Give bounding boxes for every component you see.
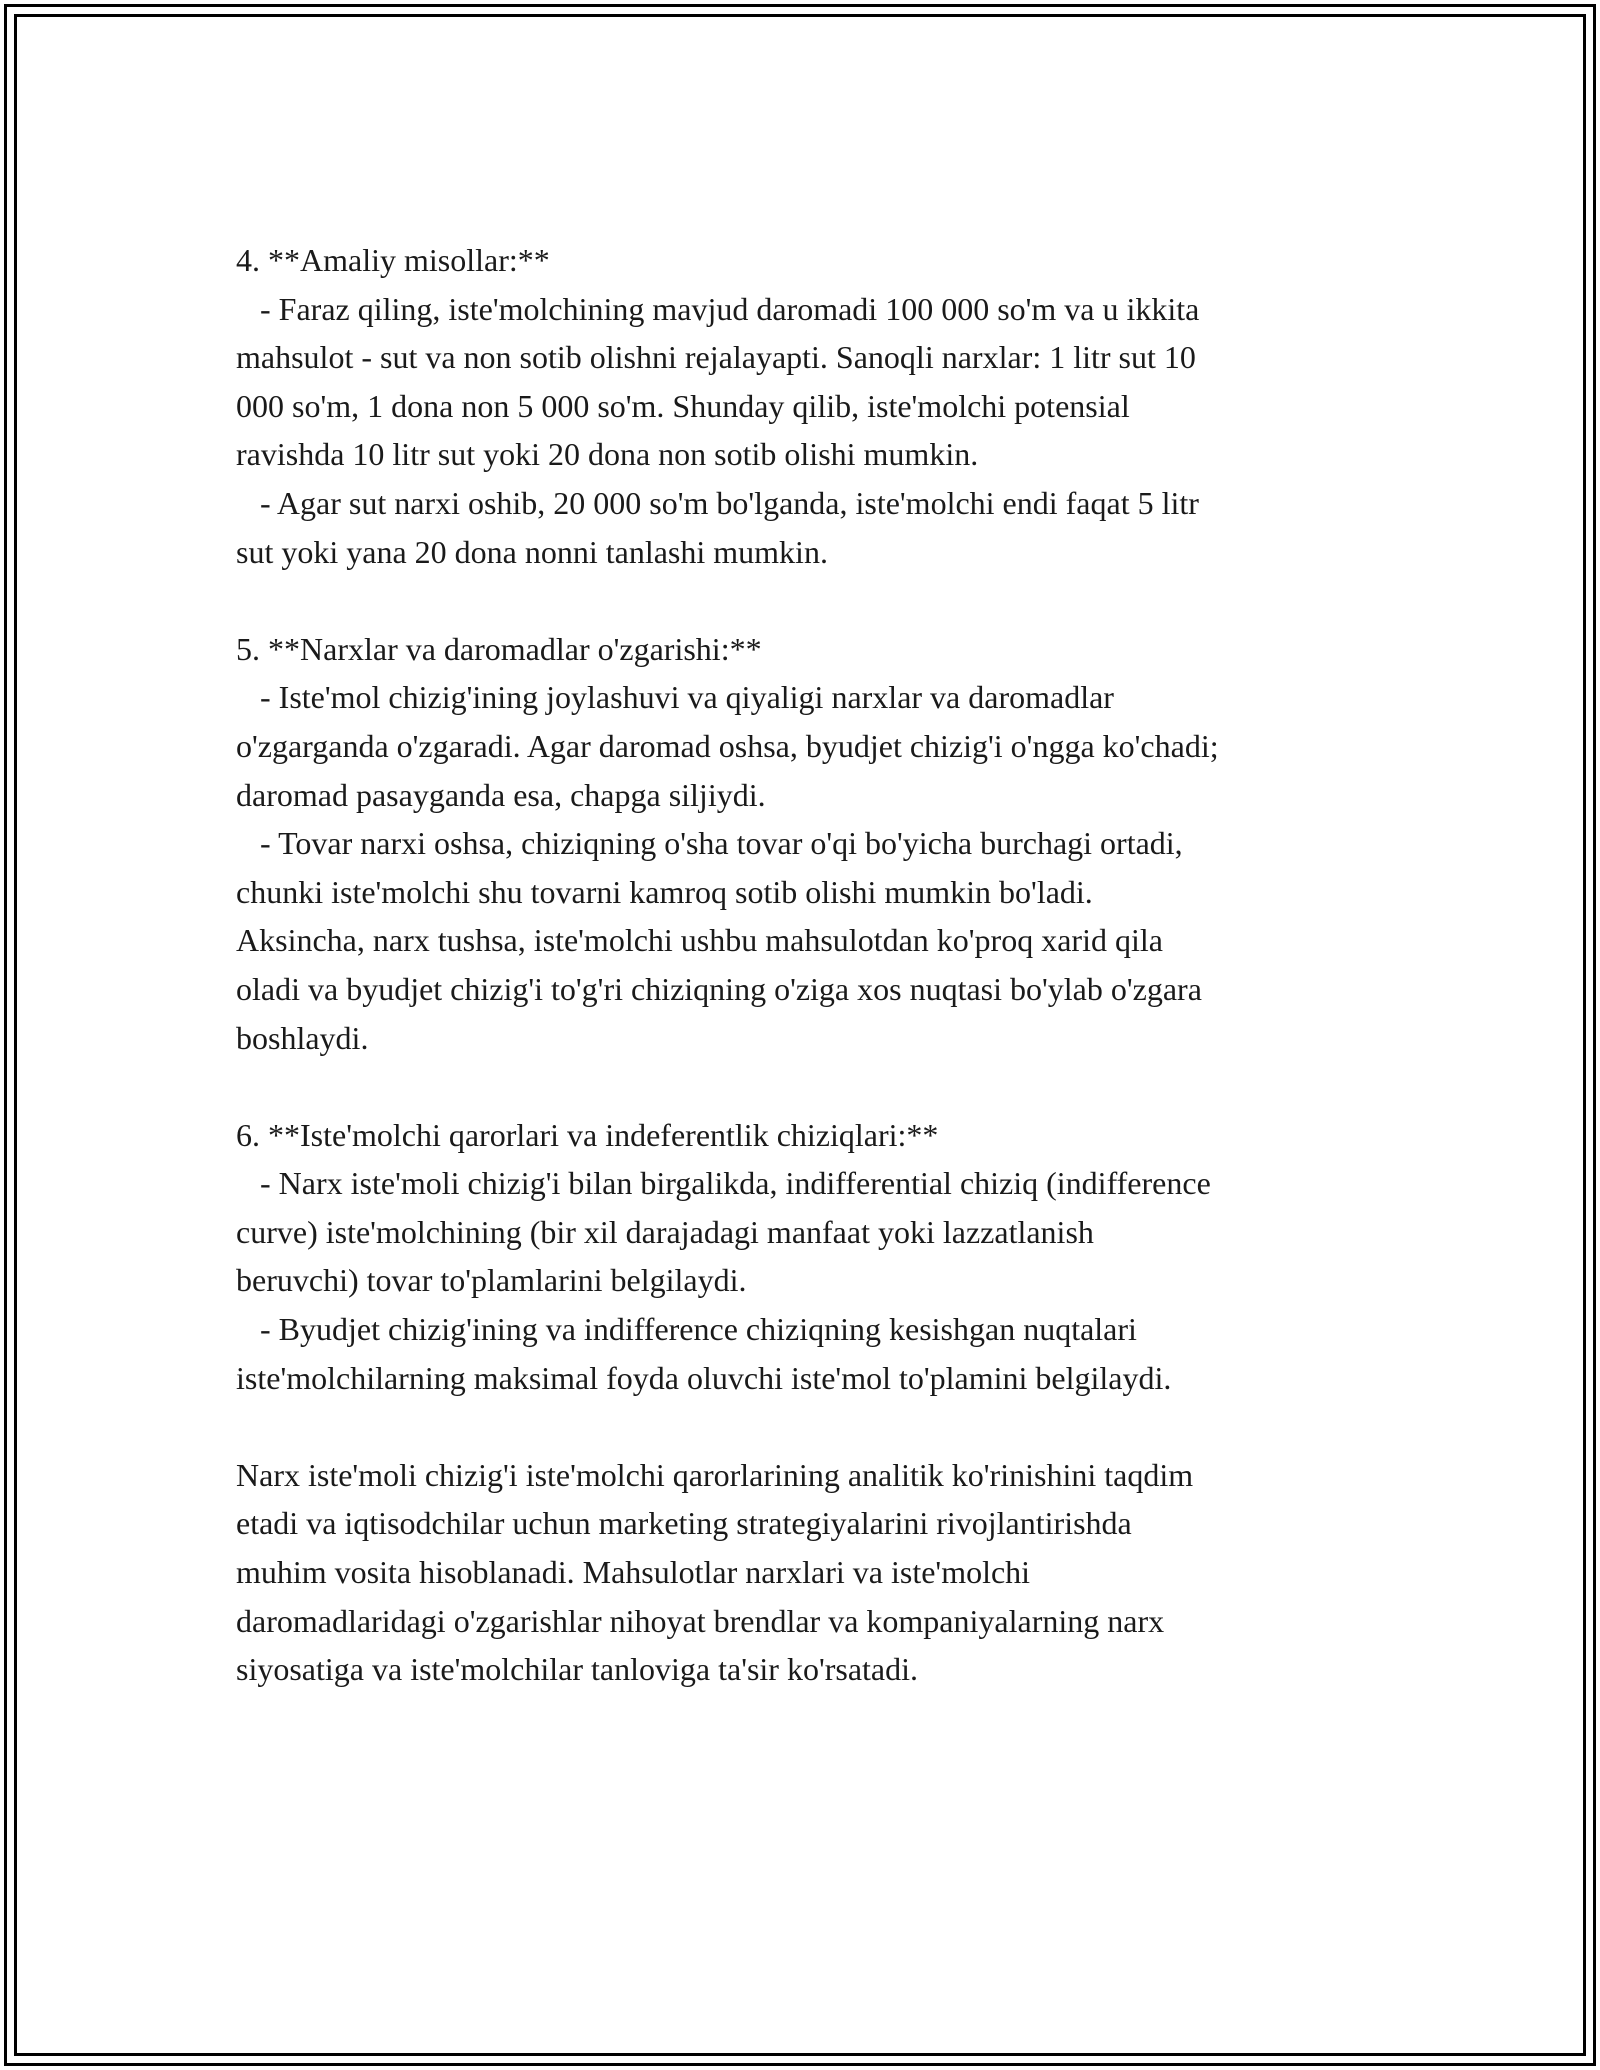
- text-line: 000 so'm, 1 dona non 5 000 so'm. Shunday qilib, iste'molchi potensial: [236, 387, 1130, 424]
- text-line: beruvchi) tovar to'plamlarini belgilaydi.: [236, 1262, 747, 1299]
- text-line: ravishda 10 litr sut yoki 20 dona non sotib olishi mumkin.: [236, 436, 979, 473]
- text-line: o'zgarganda o'zgaradi. Agar daromad oshsa, byudjet chizig'i o'ngga ko'chadi;: [236, 727, 1219, 764]
- text-line: - Narx iste'moli chizig'i bilan birgalikda, indifferential chiziq (indifference: [236, 1165, 1211, 1202]
- text-line: etadi va iqtisodchilar uchun marketing strategiyalarini rivojlantirishda: [236, 1505, 1132, 1542]
- text-line: - Byudjet chizig'ining va indifference chiziqning kesishgan nuqtalari: [236, 1311, 1137, 1348]
- text-line: daromadlaridagi o'zgarishlar nihoyat brendlar va kompaniyalarning narx: [236, 1602, 1165, 1639]
- section-conclusion: [236, 1451, 1386, 1694]
- text-line: daromad pasayganda esa, chapga siljiydi.: [236, 776, 766, 813]
- text-line: mahsulot - sut va non sotib olishni rejalayapti. Sanoqli narxlar: 1 litr sut 10: [236, 339, 1196, 376]
- text-line: - Iste'mol chizig'ining joylashuvi va qiyaligi narxlar va daromadlar: [236, 679, 1114, 716]
- text-line: curve) iste'molchining (bir xil darajadagi manfaat yoki lazzatlanish: [236, 1213, 1094, 1250]
- text-line: muhim vosita hisoblanadi. Mahsulotlar narxlari va iste'molchi: [236, 1554, 1031, 1591]
- paragraph-gap: [236, 576, 1386, 625]
- section-narxlar-daromadlar: [236, 625, 1386, 1062]
- text-line: - Agar sut narxi oshib, 20 000 so'm bo'lganda, iste'molchi endi faqat 5 litr: [236, 484, 1199, 521]
- text-line: siyosatiga va iste'molchilar tanloviga ta'sir ko'rsatadi.: [236, 1651, 919, 1688]
- section-heading: 6. **Iste'molchi qarorlari va indeferentlik chiziqlari:**: [236, 1116, 939, 1153]
- text-line: Aksincha, narx tushsa, iste'molchi ushbu mahsulotdan ko'proq xarid qila: [236, 922, 1163, 959]
- document-body: [236, 236, 1386, 1694]
- text-line: chunki iste'molchi shu tovarni kamroq sotib olishi mumkin bo'ladi.: [236, 873, 1093, 910]
- text-line: oladi va byudjet chizig'i to'g'ri chiziqning o'ziga xos nuqtasi bo'ylab o'zgara: [236, 970, 1202, 1007]
- section-istemolchi-qarorlari: [236, 1111, 1386, 1403]
- paragraph-gap: [236, 1062, 1386, 1111]
- section-amaliy-misollar: [236, 236, 1386, 576]
- text-line: boshlaydi.: [236, 1019, 369, 1056]
- section-heading: 4. **Amaliy misollar:**: [236, 242, 550, 278]
- paragraph-gap: [236, 1402, 1386, 1451]
- text-line: iste'molchilarning maksimal foyda oluvchi iste'mol to'plamini belgilaydi.: [236, 1359, 1172, 1396]
- text-line: - Tovar narxi oshsa, chiziqning o'sha tovar o'qi bo'yicha burchagi ortadi,: [236, 825, 1183, 862]
- text-line: Narx iste'moli chizig'i iste'molchi qarorlarining analitik ko'rinishini taqdim: [236, 1456, 1194, 1493]
- text-line: - Faraz qiling, iste'molchining mavjud daromadi 100 000 so'm va u ikkita: [236, 290, 1200, 327]
- text-line: sut yoki yana 20 dona nonni tanlashi mumkin.: [236, 533, 828, 570]
- section-heading: 5. **Narxlar va daromadlar o'zgarishi:**: [236, 630, 762, 667]
